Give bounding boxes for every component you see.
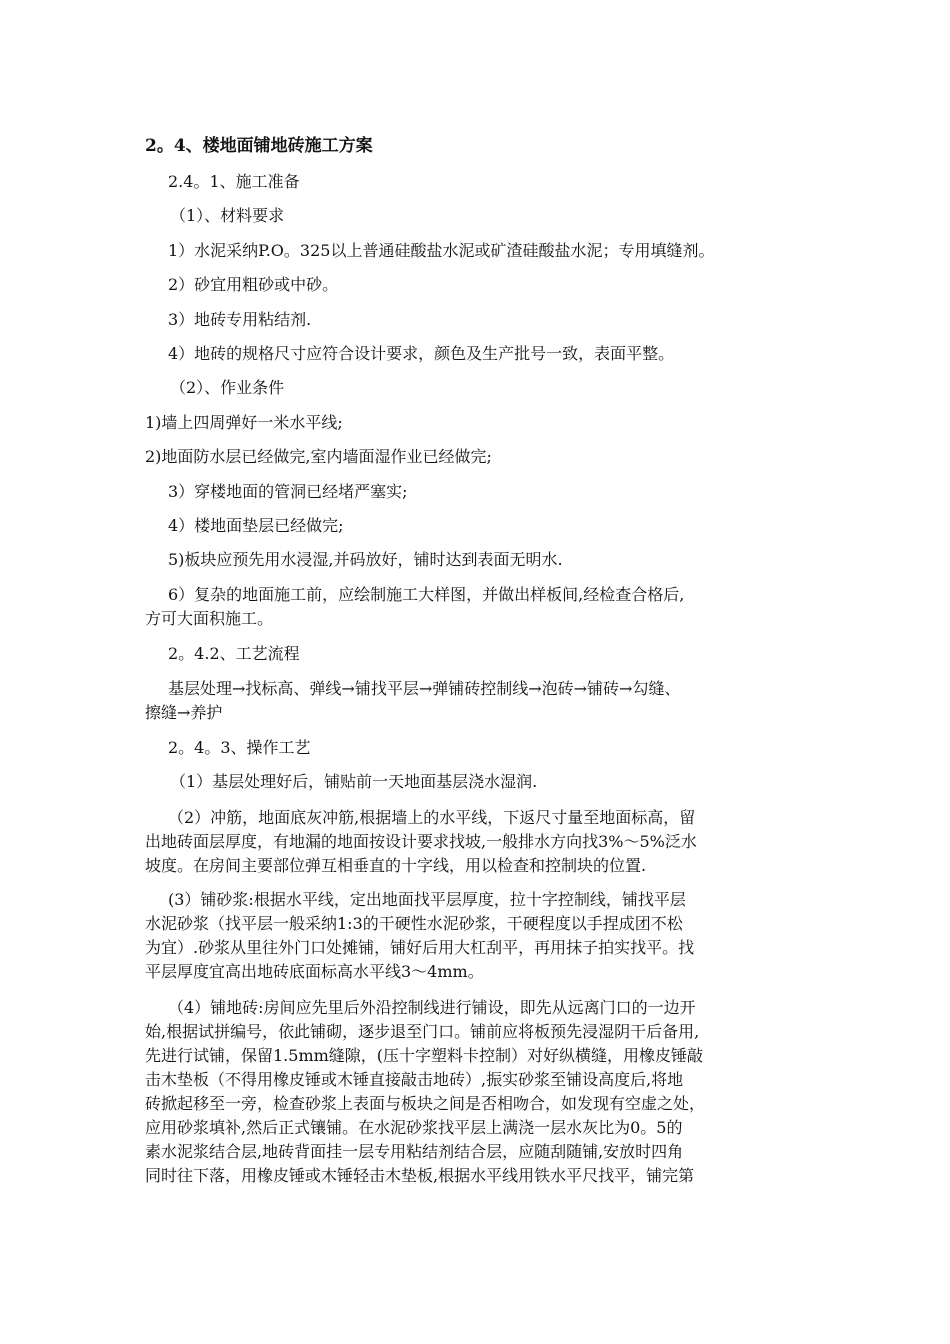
- process-step-1: （1）基层处理好后，铺贴前一天地面基层浇水湿润.: [170, 772, 538, 791]
- material-item-4: 4）地砖的规格尺寸应符合设计要求，颜色及生产批号一致，表面平整。: [168, 344, 675, 363]
- step-2-line: 坡度。在房间主要部位弹互相垂直的十字线，用以检查和控制块的位置.: [145, 856, 647, 875]
- step-4-line: 同时往下落，用橡皮锤或木锤轻击木垫板,根据水平线用铁水平尺找平，铺完第: [145, 1166, 695, 1185]
- process-heading: 2。4。3、操作工艺: [168, 738, 311, 757]
- condition-item-3: 3）穿楼地面的管洞已经堵严塞实;: [168, 482, 408, 501]
- step-4-line: 砖掀起移至一旁，检查砂浆上表面与板块之间是否相吻合，如发现有空虚之处，: [145, 1094, 706, 1113]
- step-3-line: 为宜）.砂浆从里往外门口处摊铺，铺好后用大杠刮平，再用抹子拍实找平。找: [145, 938, 695, 957]
- step-4-line: 击木垫板（不得用橡皮锤或木锤直接敲击地砖）,振实砂浆至铺设高度后,将地: [145, 1070, 684, 1089]
- condition-item-4: 4）楼地面垫层已经做完;: [168, 516, 344, 535]
- section-title: 2。4、楼地面铺地砖施工方案: [145, 136, 373, 156]
- material-item-2: 2）砂宜用粗砂或中砂。: [168, 275, 339, 294]
- step-2-line: （2）冲筋，地面底灰冲筋,根据墙上的水平线，下返尺寸量至地面标高，留: [168, 808, 696, 827]
- process-step-4: [145, 996, 825, 1188]
- flow-line-1: 基层处理→找标高、弹线→铺找平层→弹铺砖控制线→泡砖→铺砖→勾缝、: [168, 679, 681, 698]
- step-4-line: 素水泥浆结合层,地砖背面挂一层专用粘结剂结合层，应随刮随铺,安放时四角: [145, 1142, 684, 1161]
- material-item-1: 1）水泥采纳P.O。325以上普通硅酸盐水泥或矿渣硅酸盐水泥；专用填缝剂。: [168, 241, 715, 260]
- step-4-line: 先进行试铺，保留1.5mm缝隙，(压十字塑料卡控制）对好纵横缝，用橡皮锤敲: [145, 1046, 704, 1065]
- step-3-line: 水泥砂浆（找平层一般采纳1:3的干硬性水泥砂浆，干硬程度以手捏成团不松: [145, 914, 683, 933]
- flow-line-2: 擦缝→养护: [145, 703, 223, 722]
- step-2-line: 出地砖面层厚度，有地漏的地面按设计要求找坡,一般排水方向找3%～5%泛水: [145, 832, 697, 851]
- step-4-line: （4）铺地砖:房间应先里后外沿控制线进行铺设，即先从远离门口的一边开: [168, 998, 696, 1017]
- condition-item-2: 2)地面防水层已经做完,室内墙面湿作业已经做完;: [145, 447, 492, 466]
- condition-item-6-line-2: 方可大面积施工。: [145, 609, 274, 628]
- conditions-heading: （2）、作业条件: [170, 378, 285, 397]
- process-step-2: [145, 806, 825, 878]
- step-4-line: 始,根据试拼编号，依此铺砌，逐步退至门口。铺前应将板预先浸湿阴干后备用,: [145, 1022, 700, 1041]
- prep-heading: 2.4。1、施工准备: [168, 172, 300, 191]
- material-item-3: 3）地砖专用粘结剂.: [168, 310, 312, 329]
- materials-heading: （1）、材料要求: [170, 206, 285, 225]
- condition-item-1: 1)墙上四周弹好一米水平线;: [145, 413, 343, 432]
- step-3-line: 平层厚度宜高出地砖底面标高水平线3～4mm。: [145, 962, 484, 981]
- condition-item-6-line-1: 6）复杂的地面施工前，应绘制施工大样图，并做出样板间,经检查合格后,: [168, 585, 685, 604]
- flow-heading: 2。4.2、工艺流程: [168, 644, 300, 663]
- step-4-line: 应用砂浆填补,然后正式镶铺。在水泥砂浆找平层上满浇一层水灰比为0。5的: [145, 1118, 683, 1137]
- step-3-line: (3）铺砂浆:根据水平线，定出地面找平层厚度，拉十字控制线，铺找平层: [168, 890, 686, 909]
- condition-item-5: 5)板块应预先用水浸湿,并码放好，铺时达到表面无明水.: [168, 550, 563, 569]
- process-step-3: [145, 888, 825, 984]
